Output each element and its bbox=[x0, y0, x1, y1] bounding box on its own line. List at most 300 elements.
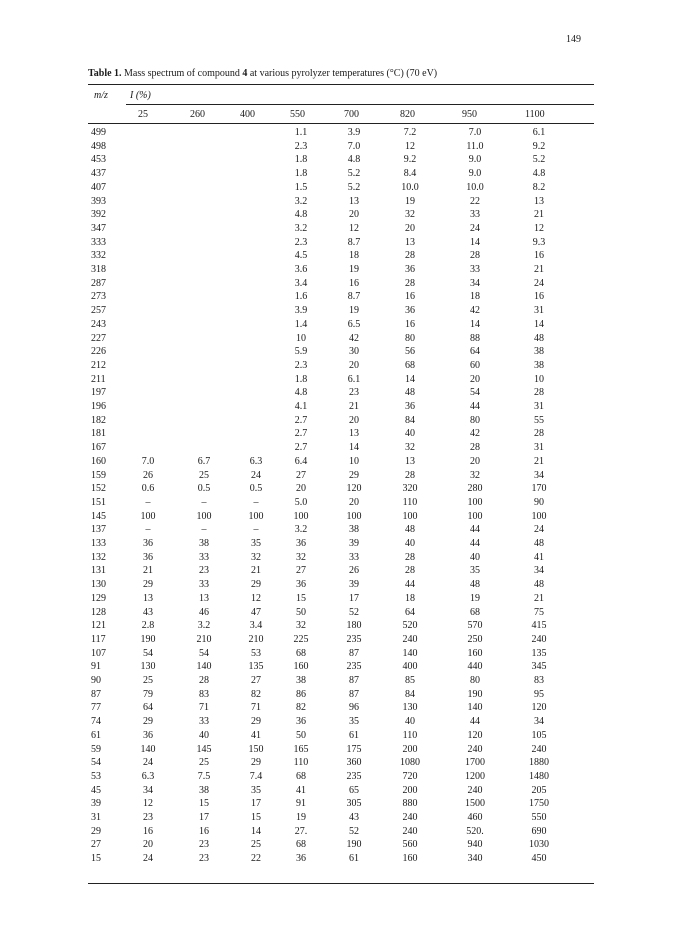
mz-value: 182 bbox=[91, 414, 106, 426]
intensity-cell: 31 bbox=[534, 442, 544, 454]
intensity-cell: 48 bbox=[534, 332, 544, 344]
mz-value: 257 bbox=[91, 305, 106, 317]
table-row bbox=[0, 305, 680, 318]
intensity-cell: 240 bbox=[531, 743, 547, 755]
intensity-cell: 27. bbox=[294, 825, 308, 837]
mz-value: 196 bbox=[91, 401, 106, 412]
temp-header-950: 950 bbox=[462, 109, 477, 120]
intensity-cell: 560 bbox=[402, 839, 418, 851]
intensity-cell: 1.8 bbox=[294, 168, 308, 180]
intensity-cell: 10 bbox=[349, 455, 359, 467]
intensity-cell: 180 bbox=[346, 620, 362, 632]
intensity-cell: 17 bbox=[251, 798, 261, 810]
mz-value: 347 bbox=[91, 222, 106, 234]
intensity-cell: 29 bbox=[143, 579, 153, 591]
intensity-cell: 55 bbox=[534, 414, 544, 426]
intensity-cell: 6.5 bbox=[347, 318, 361, 330]
intensity-cell: 65 bbox=[349, 784, 359, 796]
intensity-cell: 15 bbox=[251, 812, 261, 823]
page-number: 149 bbox=[566, 34, 581, 45]
mz-value: 407 bbox=[91, 181, 106, 193]
intensity-cell: 3.2 bbox=[294, 195, 308, 207]
intensity-cell: 82 bbox=[296, 702, 306, 714]
intensity-cell: 32 bbox=[405, 209, 415, 221]
intensity-cell: 25 bbox=[199, 757, 209, 769]
intensity-cell: 4.8 bbox=[532, 168, 546, 180]
intensity-cell: 100 bbox=[402, 510, 418, 522]
intensity-cell: 44 bbox=[405, 579, 415, 591]
table-row bbox=[0, 812, 680, 825]
intensity-cell: 19 bbox=[470, 592, 480, 604]
intensity-cell: 170 bbox=[531, 483, 547, 495]
intensity-cell: 18 bbox=[470, 291, 480, 303]
table-row bbox=[0, 360, 680, 373]
intensity-cell: 47 bbox=[251, 606, 261, 618]
intensity-cell: – bbox=[253, 524, 259, 536]
intensity-cell: 235 bbox=[346, 770, 362, 782]
intensity-cell: 8.2 bbox=[532, 181, 546, 193]
mz-value: 15 bbox=[91, 853, 101, 865]
intensity-cell: 27 bbox=[296, 469, 306, 481]
table-row bbox=[0, 757, 680, 770]
intensity-cell: 32 bbox=[296, 551, 306, 563]
table-row bbox=[0, 196, 680, 209]
intensity-cell: 36 bbox=[143, 551, 153, 563]
intensity-cell: 34 bbox=[534, 469, 544, 481]
intensity-cell: 32 bbox=[296, 620, 306, 632]
intensity-cell: 88 bbox=[470, 332, 480, 344]
intensity-cell: 210 bbox=[196, 633, 212, 645]
temp-header-700: 700 bbox=[344, 109, 359, 120]
intensity-cell: 36 bbox=[143, 729, 153, 741]
intensity-cell: – bbox=[145, 524, 151, 536]
intensity-cell: 36 bbox=[405, 401, 415, 412]
intensity-cell: 34 bbox=[534, 565, 544, 577]
intensity-cell: 20 bbox=[349, 414, 359, 426]
intensity-cell: 21 bbox=[534, 209, 544, 221]
intensity-cell: 12 bbox=[143, 798, 153, 810]
intensity-cell: 720 bbox=[402, 770, 418, 782]
intensity-cell: 2.8 bbox=[141, 620, 155, 632]
mz-value: 29 bbox=[91, 825, 101, 837]
table-row bbox=[0, 497, 680, 510]
intensity-cell: 61 bbox=[349, 729, 359, 741]
intensity-cell: 2.3 bbox=[294, 236, 308, 248]
intensity-cell: 38 bbox=[296, 675, 306, 686]
intensity-cell: 14 bbox=[470, 318, 480, 330]
table-row bbox=[0, 182, 680, 195]
table-row bbox=[0, 826, 680, 839]
intensity-cell: 23 bbox=[199, 839, 209, 851]
intensity-cell: 87 bbox=[349, 675, 359, 686]
table-row bbox=[0, 428, 680, 441]
intensity-cell: 24 bbox=[251, 469, 261, 481]
intensity-cell: 160 bbox=[467, 647, 483, 659]
intensity-cell: 2.3 bbox=[294, 140, 308, 152]
intensity-cell: 14 bbox=[405, 373, 415, 385]
intensity-cell: 6.3 bbox=[141, 770, 155, 782]
table-row bbox=[0, 634, 680, 647]
table-row bbox=[0, 716, 680, 729]
intensity-cell: 570 bbox=[467, 620, 483, 632]
table-row bbox=[0, 538, 680, 551]
intensity-cell: 135 bbox=[248, 661, 264, 673]
intensity-cell: 7.4 bbox=[249, 770, 263, 782]
intensity-cell: 1750 bbox=[529, 798, 549, 810]
temp-header-1100: 1100 bbox=[525, 109, 545, 120]
intensity-cell: 40 bbox=[470, 551, 480, 563]
mz-value: 133 bbox=[91, 538, 106, 549]
table-row bbox=[0, 620, 680, 633]
intensity-cell: – bbox=[201, 496, 207, 508]
table-row bbox=[0, 607, 680, 620]
intensity-cell: 36 bbox=[143, 538, 153, 549]
intensity-cell: 23 bbox=[143, 812, 153, 823]
intensity-cell: 23 bbox=[349, 387, 359, 399]
intensity-cell: 41 bbox=[534, 551, 544, 563]
intensity-cell: 10.0 bbox=[466, 181, 484, 193]
intensity-cell: 9.3 bbox=[532, 236, 546, 248]
table-caption bbox=[88, 68, 437, 79]
table-row bbox=[0, 127, 680, 140]
intensity-cell: 6.4 bbox=[294, 455, 308, 467]
table-row bbox=[0, 648, 680, 661]
intensity-cell: 100 bbox=[531, 510, 547, 522]
intensity-cell: 29 bbox=[349, 469, 359, 481]
temp-header-260: 260 bbox=[190, 109, 205, 120]
intensity-cell: 140 bbox=[467, 702, 483, 714]
intensity-cell: 280 bbox=[467, 483, 483, 495]
intensity-cell: 35 bbox=[251, 538, 261, 549]
intensity-cell: 28 bbox=[199, 675, 209, 686]
mz-value: 453 bbox=[91, 154, 106, 166]
mz-value: 27 bbox=[91, 839, 101, 851]
intensity-cell: 3.2 bbox=[294, 524, 308, 536]
mz-value: 90 bbox=[91, 675, 101, 686]
intensity-cell: 35 bbox=[251, 784, 261, 796]
intensity-cell: 0.5 bbox=[249, 483, 263, 495]
table-row bbox=[0, 785, 680, 798]
table-row bbox=[0, 291, 680, 304]
intensity-cell: 415 bbox=[531, 620, 547, 632]
intensity-cell: 33 bbox=[199, 579, 209, 591]
intensity-cell: 145 bbox=[196, 743, 212, 755]
intensity-cell: 43 bbox=[349, 812, 359, 823]
intensity-cell: 35 bbox=[470, 565, 480, 577]
intensity-cell: 91 bbox=[296, 798, 306, 810]
intensity-cell: 14 bbox=[534, 318, 544, 330]
intensity-cell: 240 bbox=[402, 825, 418, 837]
intensity-cell: 29 bbox=[251, 716, 261, 728]
intensity-cell: 2.7 bbox=[294, 428, 308, 440]
intensity-cell: 13 bbox=[534, 195, 544, 207]
table-row bbox=[0, 250, 680, 263]
intensity-cell: 210 bbox=[248, 633, 264, 645]
intensity-cell: 100 bbox=[467, 510, 483, 522]
mz-value: 132 bbox=[91, 551, 106, 563]
intensity-cell: 13 bbox=[199, 592, 209, 604]
intensity-cell: 240 bbox=[402, 633, 418, 645]
intensity-cell: 15 bbox=[199, 798, 209, 810]
mz-value: 499 bbox=[91, 127, 106, 138]
mz-value: 227 bbox=[91, 332, 106, 344]
table-row bbox=[0, 442, 680, 455]
table-row bbox=[0, 387, 680, 400]
intensity-cell: 21 bbox=[534, 455, 544, 467]
intensity-cell: 28 bbox=[405, 250, 415, 262]
intensity-cell: 31 bbox=[534, 305, 544, 317]
intensity-cell: 33 bbox=[470, 209, 480, 221]
intensity-cell: 550 bbox=[531, 812, 547, 823]
intensity-cell: 85 bbox=[405, 675, 415, 686]
intensity-cell: 38 bbox=[534, 346, 544, 358]
table-row bbox=[0, 798, 680, 811]
intensity-cell: 5.2 bbox=[347, 168, 361, 180]
intensity-cell: 10.0 bbox=[401, 181, 419, 193]
table-row bbox=[0, 278, 680, 291]
mz-value: 159 bbox=[91, 469, 106, 481]
intensity-cell: 42 bbox=[349, 332, 359, 344]
intensity-cell: 165 bbox=[293, 743, 309, 755]
intensity-cell: 13 bbox=[405, 236, 415, 248]
table-row bbox=[0, 154, 680, 167]
mz-value: 152 bbox=[91, 483, 106, 495]
intensity-cell: 84 bbox=[405, 688, 415, 700]
intensity-cell: 82 bbox=[251, 688, 261, 700]
intensity-cell: 3.9 bbox=[294, 305, 308, 317]
mz-value: 137 bbox=[91, 524, 106, 536]
temp-header-25: 25 bbox=[138, 109, 148, 120]
intensity-cell: 20 bbox=[470, 455, 480, 467]
intensity-cell: 27 bbox=[251, 675, 261, 686]
intensity-cell: 20 bbox=[405, 222, 415, 234]
intensity-cell: 21 bbox=[349, 401, 359, 412]
table-row bbox=[0, 470, 680, 483]
intensity-cell: 54 bbox=[470, 387, 480, 399]
table-row bbox=[0, 565, 680, 578]
table-row bbox=[0, 853, 680, 866]
intensity-cell: 1200 bbox=[465, 770, 485, 782]
intensity-cell: 12 bbox=[251, 592, 261, 604]
intensity-cell: 100 bbox=[293, 510, 309, 522]
mz-value: 53 bbox=[91, 770, 101, 782]
intensity-cell: 8.4 bbox=[403, 168, 417, 180]
intensity-cell: 175 bbox=[346, 743, 362, 755]
table-row bbox=[0, 483, 680, 496]
intensity-cell: 16 bbox=[405, 291, 415, 303]
mz-value: 273 bbox=[91, 291, 106, 303]
mz-value: 77 bbox=[91, 702, 101, 714]
intensity-cell: 240 bbox=[467, 743, 483, 755]
intensity-cell: 13 bbox=[405, 455, 415, 467]
intensity-cell: 250 bbox=[467, 633, 483, 645]
intensity-underline bbox=[126, 104, 594, 105]
intensity-cell: 345 bbox=[531, 661, 547, 673]
intensity-cell: 79 bbox=[143, 688, 153, 700]
intensity-cell: 21 bbox=[534, 264, 544, 275]
intensity-cell: 4.8 bbox=[294, 387, 308, 399]
intensity-cell: 32 bbox=[251, 551, 261, 563]
intensity-cell: 16 bbox=[534, 250, 544, 262]
intensity-cell: 1500 bbox=[465, 798, 485, 810]
intensity-cell: 36 bbox=[296, 538, 306, 549]
mz-value: 437 bbox=[91, 168, 106, 180]
intensity-cell: 18 bbox=[349, 250, 359, 262]
mz-value: 211 bbox=[91, 373, 106, 385]
mz-value: 160 bbox=[91, 455, 106, 467]
intensity-cell: 38 bbox=[534, 359, 544, 371]
intensity-cell: 5.2 bbox=[347, 181, 361, 193]
intensity-cell: 64 bbox=[405, 606, 415, 618]
intensity-cell: 80 bbox=[470, 414, 480, 426]
intensity-cell: 400 bbox=[402, 661, 418, 673]
mz-value: 197 bbox=[91, 387, 106, 399]
mz-value: 145 bbox=[91, 510, 106, 522]
intensity-cell: 22 bbox=[251, 853, 261, 865]
intensity-cell: 120 bbox=[467, 729, 483, 741]
intensity-cell: 7.0 bbox=[141, 455, 155, 467]
intensity-cell: 3.2 bbox=[197, 620, 211, 632]
intensity-cell: 52 bbox=[349, 606, 359, 618]
intensity-cell: 4.1 bbox=[294, 401, 308, 412]
intensity-cell: 150 bbox=[248, 743, 264, 755]
mz-value: 392 bbox=[91, 209, 106, 221]
intensity-cell: 190 bbox=[140, 633, 156, 645]
intensity-cell: 200 bbox=[402, 784, 418, 796]
mz-value: 61 bbox=[91, 729, 101, 741]
intensity-cell: 130 bbox=[402, 702, 418, 714]
intensity-cell: 130 bbox=[140, 661, 156, 673]
intensity-cell: 6.1 bbox=[347, 373, 361, 385]
intensity-cell: 48 bbox=[534, 538, 544, 549]
intensity-cell: 16 bbox=[349, 277, 359, 289]
intensity-cell: 40 bbox=[405, 538, 415, 549]
intensity-cell: 28 bbox=[405, 469, 415, 481]
mz-value: 212 bbox=[91, 359, 106, 371]
intensity-cell: 8.7 bbox=[347, 236, 361, 248]
mz-value: 45 bbox=[91, 784, 101, 796]
intensity-cell: 6.1 bbox=[532, 127, 546, 138]
intensity-cell: 100 bbox=[196, 510, 212, 522]
intensity-cell: 42 bbox=[470, 428, 480, 440]
table-header-rule bbox=[88, 123, 594, 124]
intensity-cell: 110 bbox=[293, 757, 309, 769]
intensity-cell: 86 bbox=[296, 688, 306, 700]
table-row bbox=[0, 730, 680, 743]
table-row bbox=[0, 223, 680, 236]
intensity-cell: 84 bbox=[405, 414, 415, 426]
intensity-cell: 36 bbox=[405, 305, 415, 317]
intensity-cell: 46 bbox=[199, 606, 209, 618]
intensity-cell: 33 bbox=[199, 716, 209, 728]
intensity-cell: 450 bbox=[531, 853, 547, 865]
mz-value: 181 bbox=[91, 428, 106, 440]
intensity-cell: 10 bbox=[534, 373, 544, 385]
intensity-cell: 20 bbox=[296, 483, 306, 495]
intensity-cell: 110 bbox=[402, 729, 418, 741]
intensity-cell: 1880 bbox=[529, 757, 549, 769]
mz-value: 130 bbox=[91, 579, 106, 591]
intensity-cell: 28 bbox=[405, 565, 415, 577]
intensity-cell: 33 bbox=[470, 264, 480, 275]
intensity-cell: 7.0 bbox=[347, 140, 361, 152]
compound-number: 4 bbox=[242, 68, 248, 79]
intensity-cell: 64 bbox=[143, 702, 153, 714]
intensity-cell: 4.5 bbox=[294, 250, 308, 262]
mz-value: 226 bbox=[91, 346, 106, 358]
mz-value: 91 bbox=[91, 661, 101, 673]
mz-value: 151 bbox=[91, 496, 106, 508]
intensity-cell: – bbox=[201, 524, 207, 536]
intensity-cell: 24 bbox=[143, 757, 153, 769]
table-row bbox=[0, 415, 680, 428]
table-row bbox=[0, 552, 680, 565]
intensity-cell: 44 bbox=[470, 538, 480, 549]
intensity-cell: 28 bbox=[405, 551, 415, 563]
intensity-cell: 225 bbox=[293, 633, 309, 645]
table-top-rule bbox=[88, 84, 594, 85]
intensity-cell: 39 bbox=[349, 579, 359, 591]
table-row bbox=[0, 689, 680, 702]
intensity-cell: 2.7 bbox=[294, 414, 308, 426]
intensity-cell: 38 bbox=[349, 524, 359, 536]
intensity-cell: 1.8 bbox=[294, 373, 308, 385]
table-row bbox=[0, 771, 680, 784]
intensity-cell: 1.1 bbox=[294, 127, 308, 138]
table-row bbox=[0, 141, 680, 154]
intensity-cell: 320 bbox=[402, 483, 418, 495]
intensity-cell: 32 bbox=[405, 442, 415, 454]
intensity-cell: 48 bbox=[405, 524, 415, 536]
intensity-cell: 240 bbox=[402, 812, 418, 823]
intensity-cell: 36 bbox=[296, 716, 306, 728]
table-row bbox=[0, 593, 680, 606]
intensity-cell: 9.2 bbox=[403, 154, 417, 166]
intensity-cell: 31 bbox=[534, 401, 544, 412]
intensity-cell: 20 bbox=[349, 209, 359, 221]
intensity-cell: 48 bbox=[534, 579, 544, 591]
intensity-cell: 48 bbox=[470, 579, 480, 591]
intensity-cell: 13 bbox=[143, 592, 153, 604]
intensity-cell: 29 bbox=[251, 579, 261, 591]
intensity-cell: 140 bbox=[196, 661, 212, 673]
intensity-cell: 33 bbox=[199, 551, 209, 563]
intensity-cell: 14 bbox=[349, 442, 359, 454]
intensity-cell: 120 bbox=[346, 483, 362, 495]
mz-value: 318 bbox=[91, 264, 106, 275]
intensity-cell: 3.4 bbox=[294, 277, 308, 289]
intensity-cell: 14 bbox=[470, 236, 480, 248]
intensity-cell: 44 bbox=[470, 716, 480, 728]
intensity-cell: 25 bbox=[199, 469, 209, 481]
intensity-cell: 75 bbox=[534, 606, 544, 618]
intensity-cell: 12 bbox=[405, 140, 415, 152]
intensity-cell: 6.3 bbox=[249, 455, 263, 467]
intensity-cell: 880 bbox=[402, 798, 418, 810]
intensity-cell: 520. bbox=[466, 825, 484, 837]
intensity-cell: 100 bbox=[248, 510, 264, 522]
mz-value: 129 bbox=[91, 592, 106, 604]
intensity-cell: 50 bbox=[296, 606, 306, 618]
table-row bbox=[0, 524, 680, 537]
intensity-cell: 19 bbox=[349, 264, 359, 275]
intensity-cell: 14 bbox=[251, 825, 261, 837]
intensity-cell: 20 bbox=[143, 839, 153, 851]
intensity-cell: 40 bbox=[199, 729, 209, 741]
intensity-cell: 87 bbox=[349, 688, 359, 700]
intensity-cell: 95 bbox=[534, 688, 544, 700]
intensity-cell: 305 bbox=[346, 798, 362, 810]
